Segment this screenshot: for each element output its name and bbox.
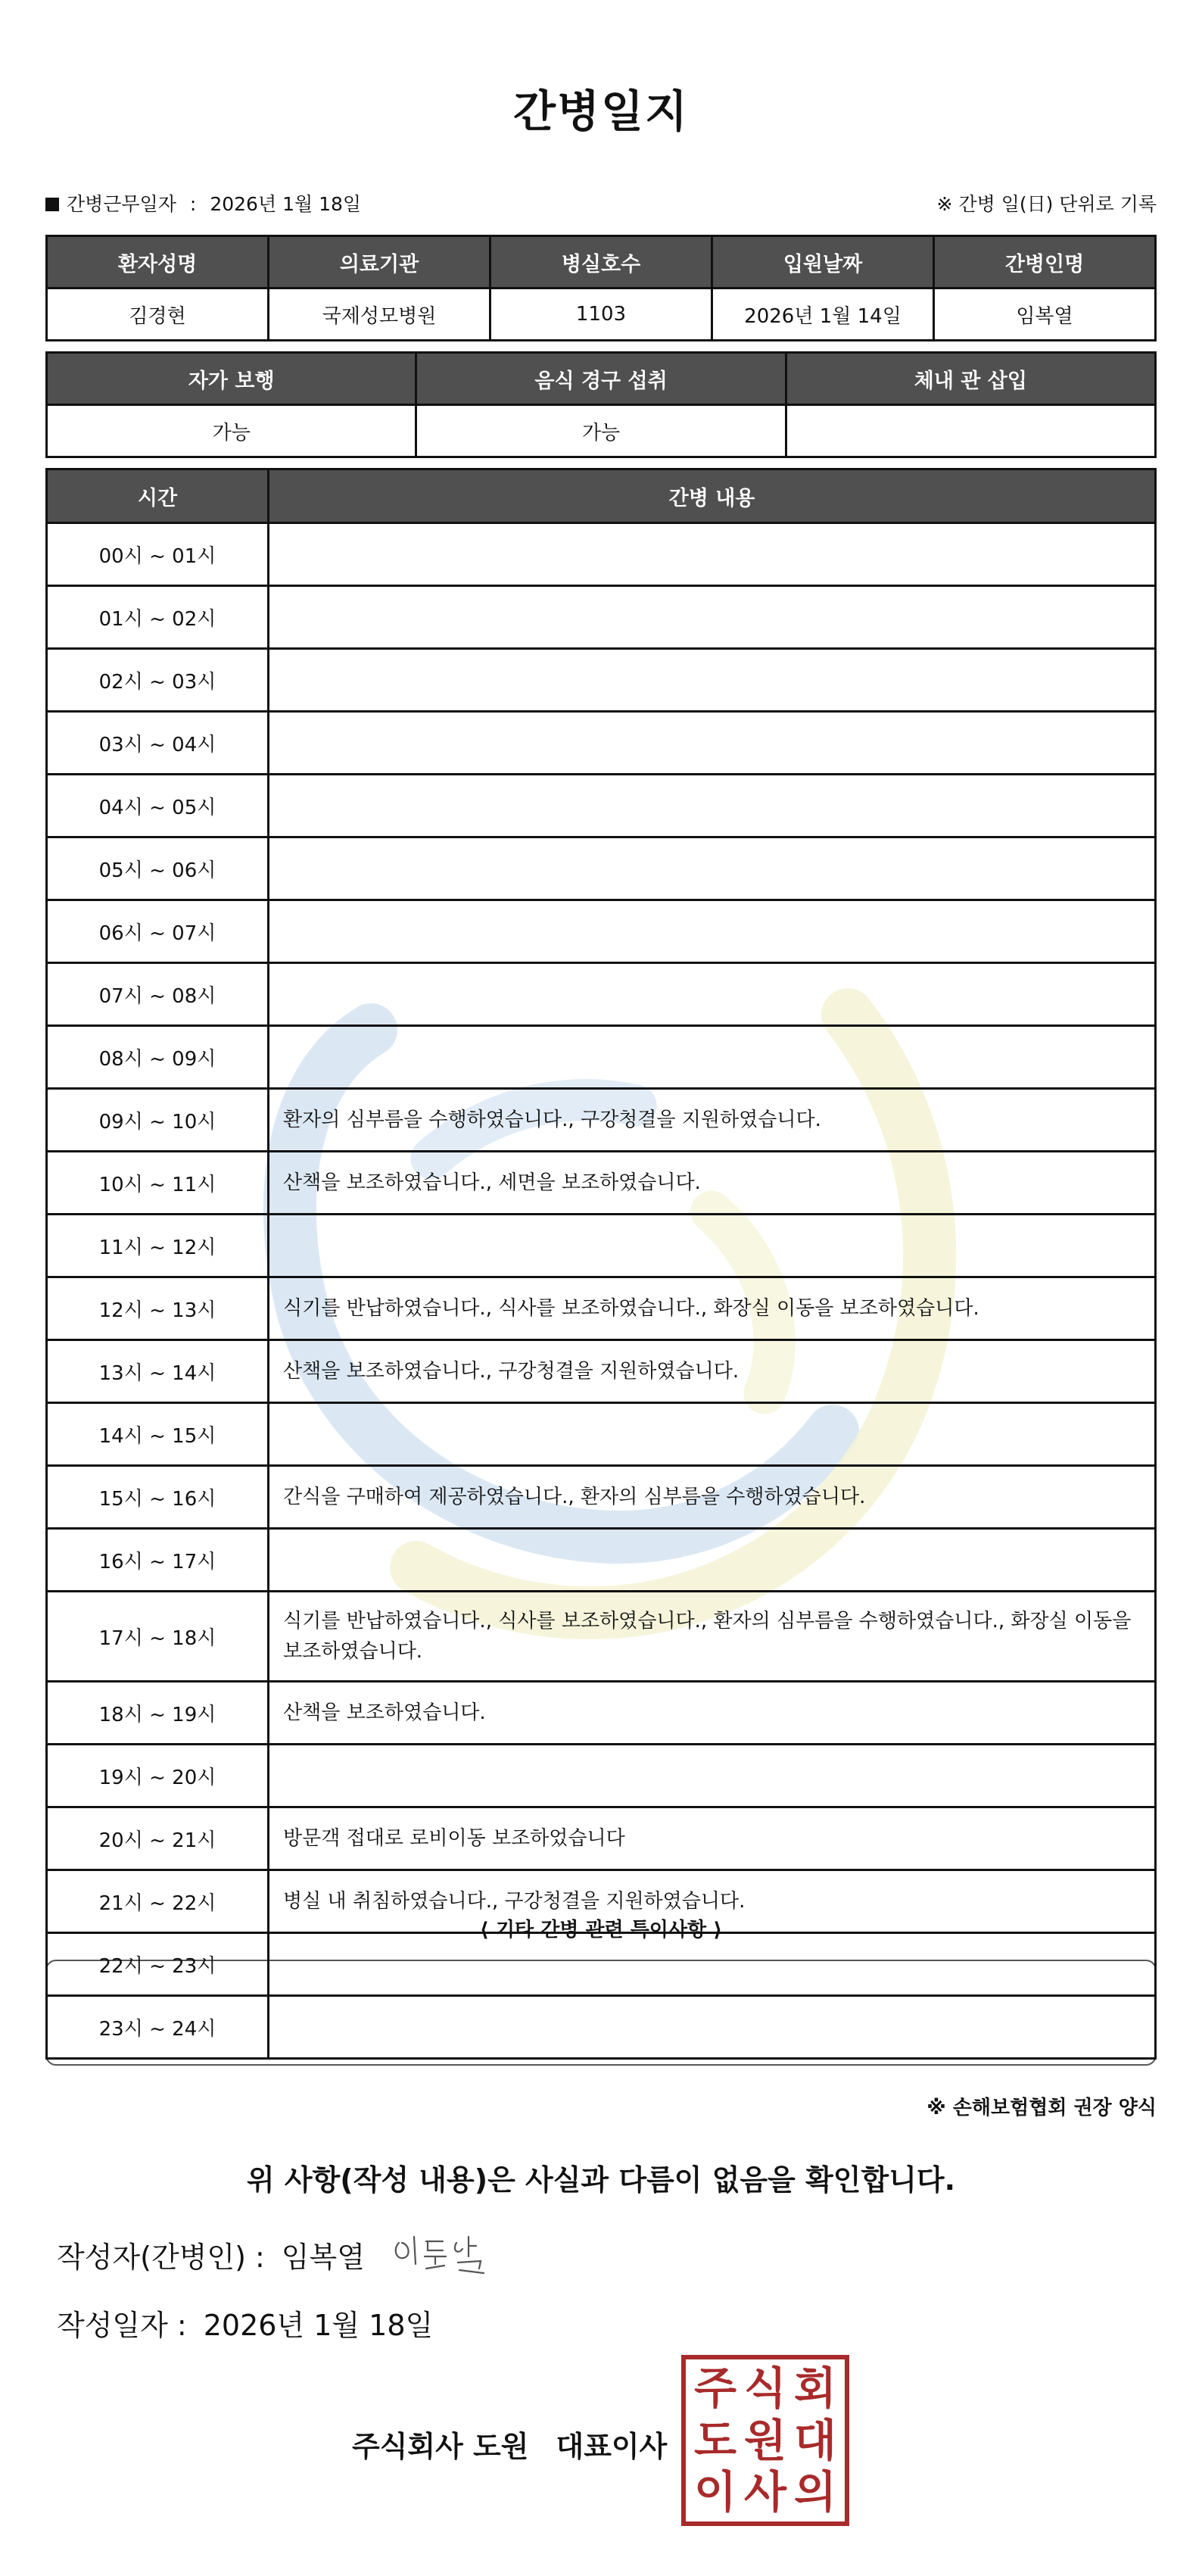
- log-content: [269, 523, 1156, 586]
- log-content: 산책을 보조하였습니다., 세면을 보조하였습니다.: [269, 1152, 1156, 1215]
- header-self-walking: 자가 보행: [47, 353, 416, 405]
- oral-intake-value: 가능: [416, 405, 786, 457]
- log-content: [269, 837, 1156, 900]
- log-time: 01시 ~ 02시: [47, 586, 269, 649]
- log-row: [47, 1745, 1156, 1807]
- log-row: [47, 712, 1156, 775]
- log-content: 병실 내 취침하였습니다., 구강청결을 지원하였습니다.: [269, 1870, 1156, 1933]
- form-recommendation-note: ※ 손해보험협회 권장 양식: [926, 2097, 1157, 2119]
- log-time: 10시 ~ 11시: [47, 1152, 269, 1215]
- log-content: [269, 1996, 1156, 2059]
- seal-char: 사: [743, 2466, 787, 2518]
- log-time: 23시 ~ 24시: [47, 1996, 269, 2059]
- log-content: [269, 775, 1156, 837]
- log-time: 16시 ~ 17시: [47, 1529, 269, 1592]
- seal-char: 원: [743, 2414, 787, 2466]
- log-time: 03시 ~ 04시: [47, 712, 269, 775]
- self-walking-value: 가능: [47, 405, 416, 457]
- header-hospital: 의료기관: [269, 236, 490, 288]
- header-care-content: 간병 내용: [269, 469, 1156, 523]
- log-content: [269, 649, 1156, 712]
- seal-char: 주: [693, 2362, 737, 2414]
- log-time: 17시 ~ 18시: [47, 1592, 269, 1682]
- log-row: [47, 963, 1156, 1026]
- log-content: 산책을 보조하였습니다., 구강청결을 지원하였습니다.: [269, 1340, 1156, 1403]
- seal-char: 의: [793, 2466, 837, 2518]
- log-time: 11시 ~ 12시: [47, 1215, 269, 1277]
- log-row: [47, 1592, 1156, 1682]
- square-bullet-icon: [45, 198, 59, 211]
- caregiver-name: 임복열: [934, 288, 1156, 341]
- log-row: [47, 1215, 1156, 1277]
- log-time: 02시 ~ 03시: [47, 649, 269, 712]
- patient-info-value-row: [47, 288, 1156, 341]
- log-row: [47, 1466, 1156, 1529]
- log-time: 00시 ~ 01시: [47, 523, 269, 586]
- log-time: 04시 ~ 05시: [47, 775, 269, 837]
- seal-char: 회: [793, 2362, 837, 2414]
- log-row: [47, 1403, 1156, 1466]
- log-row: [47, 1277, 1156, 1340]
- log-content: 간식을 구매하여 제공하였습니다., 환자의 심부름을 수행하였습니다.: [269, 1466, 1156, 1529]
- log-row: [47, 1807, 1156, 1870]
- author-line: [57, 2234, 365, 2275]
- patient-status-table: [45, 351, 1157, 458]
- document-title: 간병일지: [512, 86, 690, 137]
- log-row: [47, 649, 1156, 712]
- log-content: [269, 963, 1156, 1026]
- written-date-value: 2026년 1월 18일: [203, 2309, 434, 2342]
- log-row: [47, 523, 1156, 586]
- log-time: 20시 ~ 21시: [47, 1807, 269, 1870]
- log-content: [269, 1403, 1156, 1466]
- hospital-name: 국제성모병원: [269, 288, 490, 341]
- header-patient-name: 환자성명: [47, 236, 269, 288]
- work-date-value: 2026년 1월 18일: [210, 193, 362, 215]
- log-content: [269, 900, 1156, 963]
- log-time: 12시 ~ 13시: [47, 1277, 269, 1340]
- patient-info-table: [45, 235, 1157, 341]
- log-content: 식기를 반납하였습니다., 식사를 보조하였습니다., 화장실 이동을 보조하였습니다.: [269, 1277, 1156, 1340]
- log-row: [47, 1996, 1156, 2059]
- log-content: [269, 1026, 1156, 1089]
- header-room-number: 병실호수: [490, 236, 712, 288]
- seal-char: 식: [743, 2362, 787, 2414]
- log-content: [269, 712, 1156, 775]
- seal-char: 이: [693, 2466, 737, 2518]
- log-row: [47, 586, 1156, 649]
- log-row: [47, 837, 1156, 900]
- room-number: 1103: [490, 288, 712, 341]
- work-date-line: [45, 189, 361, 217]
- log-time: 05시 ~ 06시: [47, 837, 269, 900]
- log-time: 09시 ~ 10시: [47, 1089, 269, 1152]
- log-content: [269, 1933, 1156, 1996]
- log-row: [47, 1529, 1156, 1592]
- work-date-label: 간병근무일자: [67, 193, 176, 215]
- log-row: [47, 1026, 1156, 1089]
- log-content: 환자의 심부름을 수행하였습니다., 구강청결을 지원하였습니다.: [269, 1089, 1156, 1152]
- patient-status-value-row: [47, 405, 1156, 457]
- work-date-separator: :: [189, 193, 197, 215]
- company-line: [352, 2423, 667, 2465]
- log-content: [269, 1529, 1156, 1592]
- log-time: 07시 ~ 08시: [47, 963, 269, 1026]
- log-row: [47, 1682, 1156, 1745]
- header-tube-insertion: 체내 관 삽입: [786, 353, 1155, 405]
- author-label: 작성자(간병인) :: [57, 2241, 265, 2274]
- log-time: 08시 ~ 09시: [47, 1026, 269, 1089]
- log-time: 21시 ~ 22시: [47, 1870, 269, 1933]
- log-row: [47, 1340, 1156, 1403]
- log-row: [47, 900, 1156, 963]
- log-time: 22시 ~ 23시: [47, 1933, 269, 1996]
- header-time: 시간: [47, 469, 269, 523]
- seal-characters: [690, 2362, 840, 2518]
- log-row: [47, 1933, 1156, 1996]
- written-date-line: [57, 2302, 433, 2344]
- log-content: 산책을 보조하였습니다.: [269, 1682, 1156, 1745]
- admission-date: 2026년 1월 14일: [712, 288, 934, 341]
- patient-status-header-row: [47, 353, 1156, 405]
- log-row: [47, 775, 1156, 837]
- special-notes-title: ⟨ 기타 간병 관련 특이사항 ⟩: [479, 1919, 723, 1941]
- log-time: 15시 ~ 16시: [47, 1466, 269, 1529]
- hourly-log-table: [45, 468, 1157, 2060]
- hourly-log-header-row: [47, 469, 1156, 523]
- log-content: 식기를 반납하였습니다., 식사를 보조하였습니다., 환자의 심부름을 수행하였습니다., 화장실 이동을 보조하였습니다.: [269, 1592, 1156, 1682]
- log-row: [47, 1152, 1156, 1215]
- patient-name: 김경현: [47, 288, 269, 341]
- log-time: 18시 ~ 19시: [47, 1682, 269, 1745]
- log-row: [47, 1089, 1156, 1152]
- company-ceo-title: 대표이사: [556, 2430, 668, 2463]
- author-name: 임복열: [281, 2241, 365, 2274]
- log-content: [269, 1745, 1156, 1807]
- header-admission-date: 입원날짜: [712, 236, 934, 288]
- company-seal: [681, 2355, 849, 2526]
- tube-insertion-value: [786, 405, 1155, 457]
- header-oral-intake: 음식 경구 섭취: [416, 353, 786, 405]
- log-row: [47, 1870, 1156, 1933]
- log-content: [269, 1215, 1156, 1277]
- unit-note: ※ 간병 일(日) 단위로 기록: [936, 193, 1157, 215]
- written-date-label: 작성일자 :: [57, 2309, 187, 2342]
- confirmation-statement: 위 사항(작성 내용)은 사실과 다름이 없음을 확인합니다.: [246, 2163, 956, 2197]
- log-content: 방문객 접대로 로비이동 보조하었습니다: [269, 1807, 1156, 1870]
- log-time: 06시 ~ 07시: [47, 900, 269, 963]
- log-content: [269, 586, 1156, 649]
- header-caregiver-name: 간병인명: [934, 236, 1156, 288]
- log-time: 19시 ~ 20시: [47, 1745, 269, 1807]
- seal-char: 대: [793, 2414, 837, 2466]
- meta-row: [45, 189, 1157, 220]
- seal-char: 도: [693, 2414, 737, 2466]
- company-name: 주식회사 도원: [352, 2430, 529, 2463]
- log-time: 14시 ~ 15시: [47, 1403, 269, 1466]
- log-time: 13시 ~ 14시: [47, 1340, 269, 1403]
- patient-info-header-row: [47, 236, 1156, 288]
- handwritten-signature: [390, 2226, 503, 2279]
